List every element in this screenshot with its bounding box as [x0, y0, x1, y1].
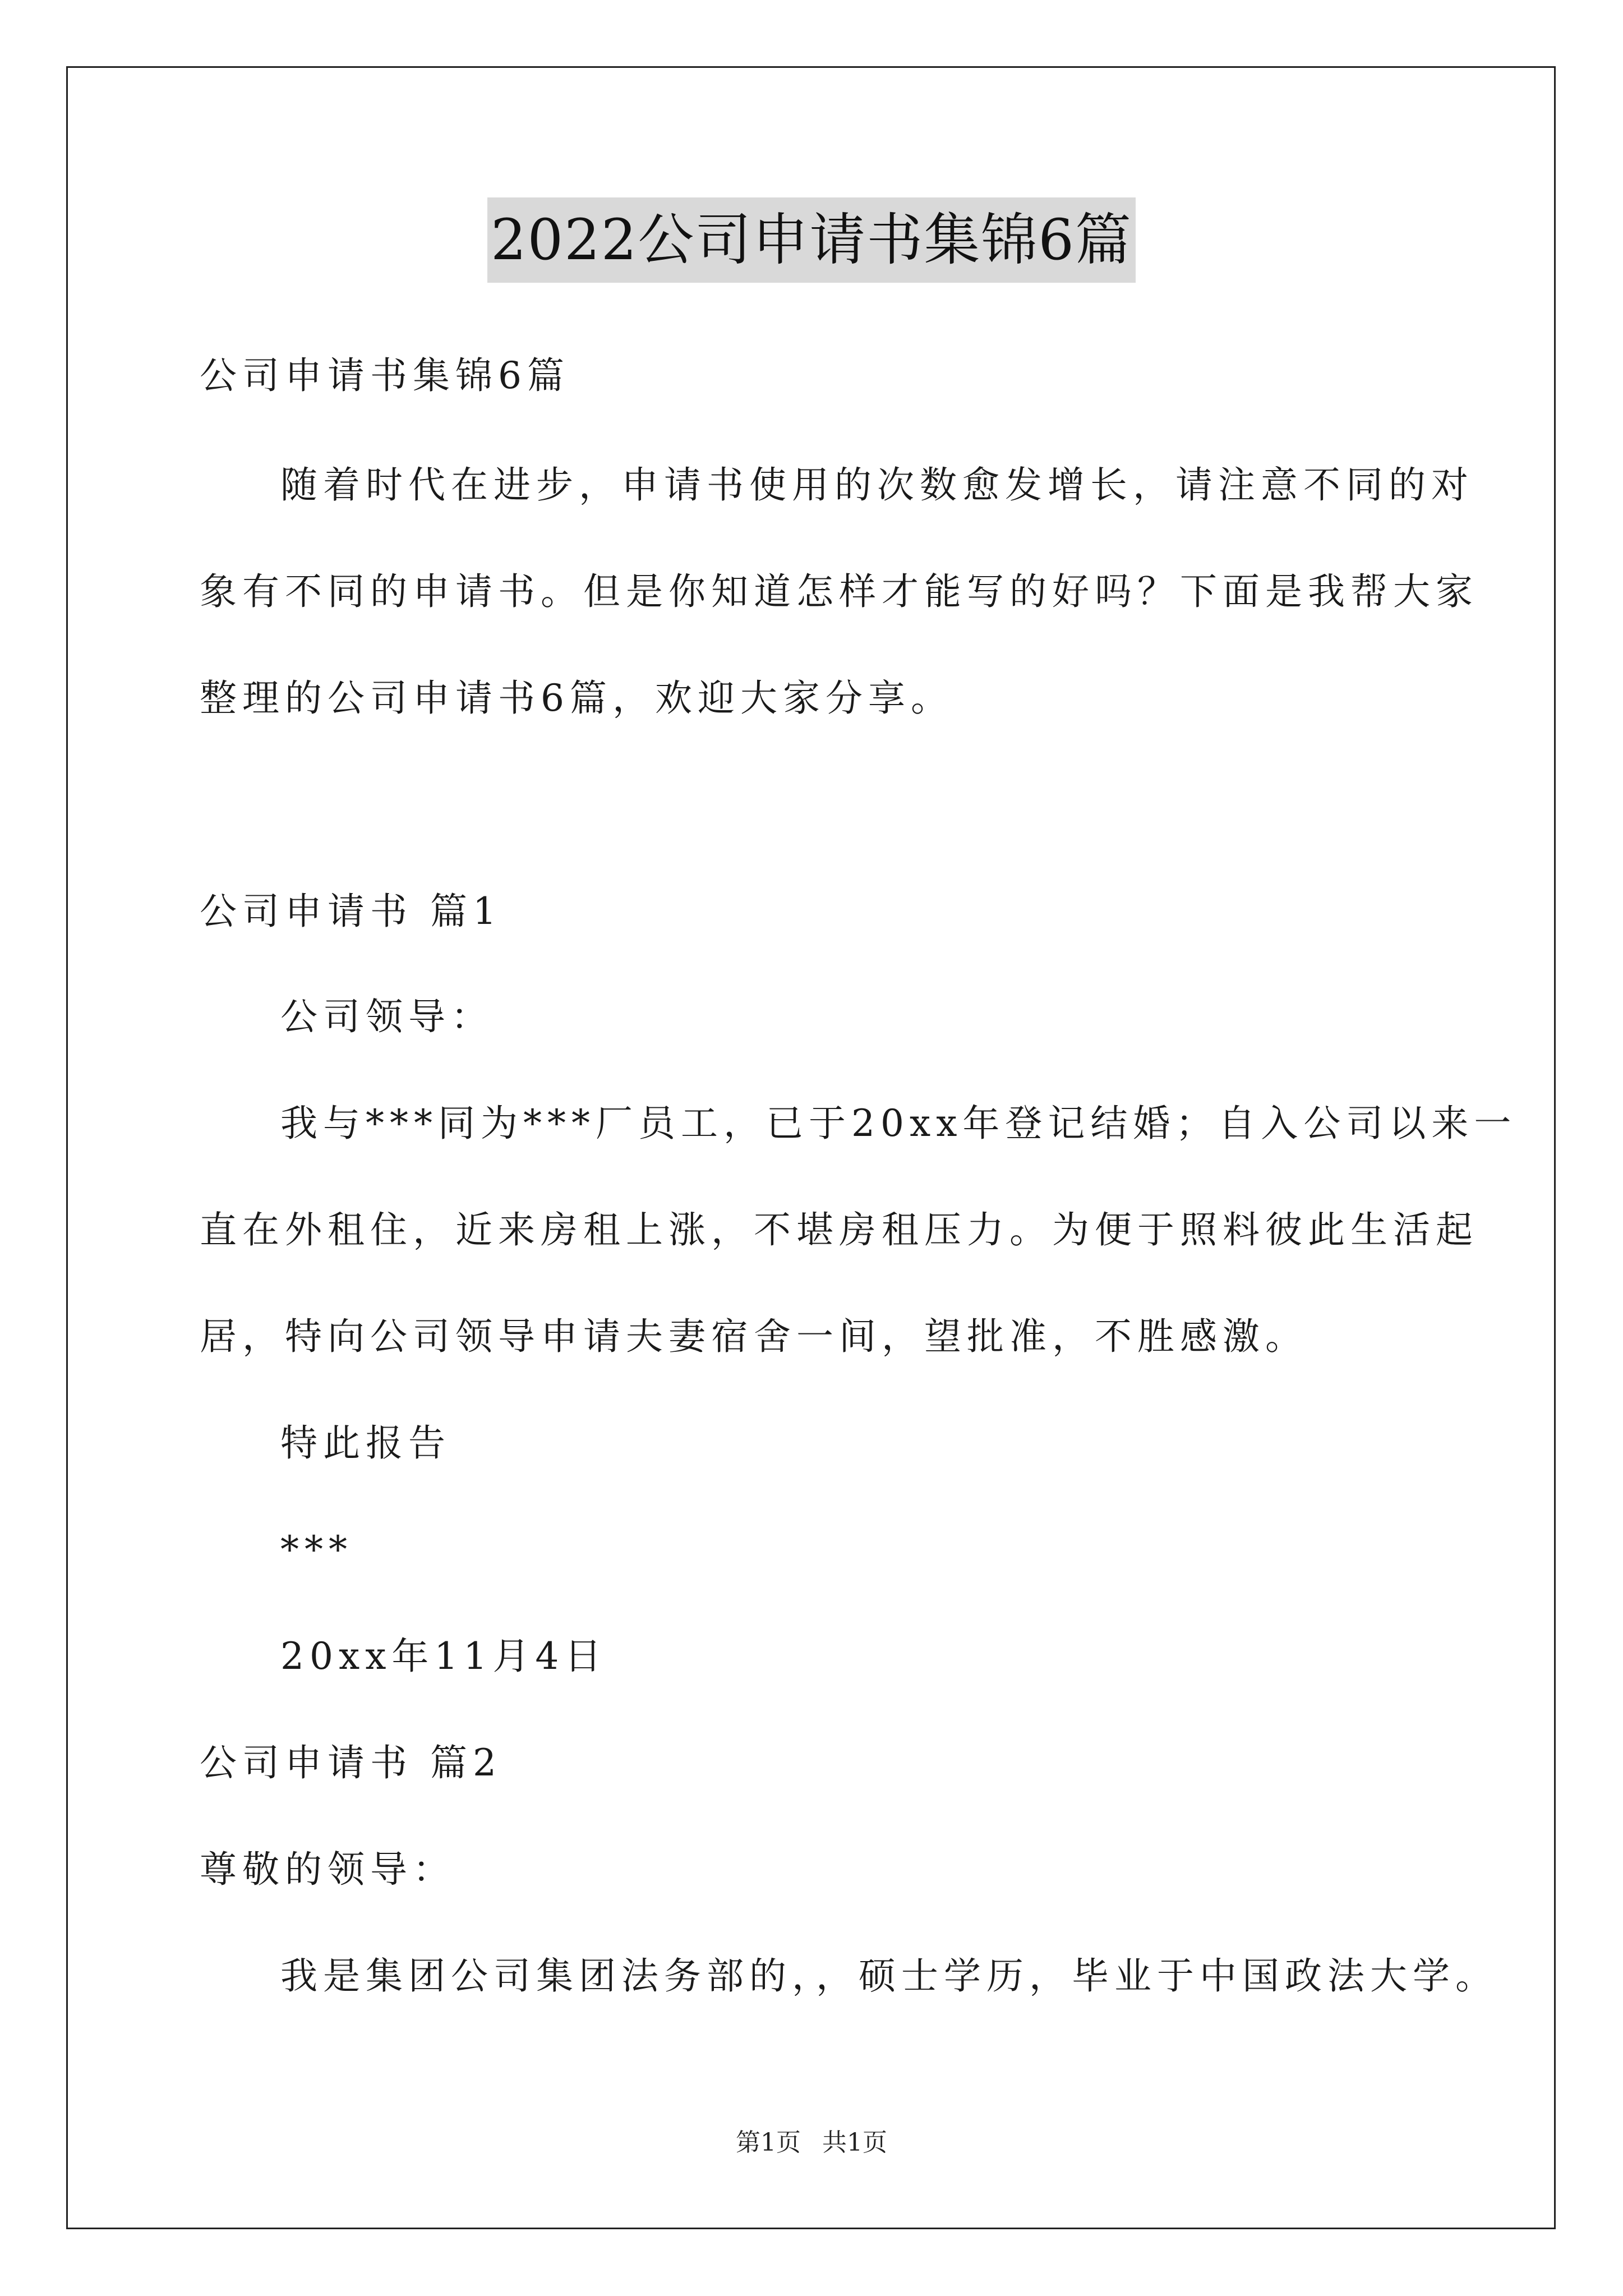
subtitle-line: 公司申请书集锦6篇 — [200, 354, 570, 397]
section-heading-1: 公司申请书 篇1 — [200, 890, 502, 933]
document-title: 2022公司申请书集锦6篇 — [487, 197, 1136, 283]
paragraph-line: 整理的公司申请书6篇，欢迎大家分享。 — [200, 677, 953, 720]
paragraph-line: 直在外租住，近来房租上涨，不堪房租压力。为便于照料彼此生活起 — [200, 1208, 1478, 1251]
date-line: 20xx年11月4日 — [280, 1635, 607, 1678]
paragraph-line: 居，特向公司领导申请夫妻宿舍一间，望批准，不胜感激。 — [200, 1315, 1308, 1358]
page-total: 共1页 — [822, 2128, 887, 2157]
salutation-line: 尊敬的领导： — [200, 1848, 455, 1891]
salutation-line: 公司领导： — [280, 995, 494, 1038]
page-number: 第1页 — [736, 2128, 801, 2157]
signature-line: *** — [280, 1528, 353, 1571]
page-footer — [0, 2126, 1623, 2160]
section-heading-2: 公司申请书 篇2 — [200, 1741, 502, 1784]
paragraph-line: 随着时代在进步，申请书使用的次数愈发增长，请注意不同的对 — [280, 463, 1474, 507]
title-container — [0, 197, 1623, 283]
paragraph-line: 象有不同的申请书。但是你知道怎样才能写的好吗？下面是我帮大家 — [200, 570, 1478, 613]
closing-line: 特此报告 — [280, 1421, 451, 1465]
paragraph-line: 我与***同为***厂员工，已于20xx年登记结婚；自入公司以来一 — [280, 1102, 1517, 1145]
paragraph-line: 我是集团公司集团法务部的，，硕士学历，毕业于中国政法大学。 — [280, 1954, 1498, 1998]
